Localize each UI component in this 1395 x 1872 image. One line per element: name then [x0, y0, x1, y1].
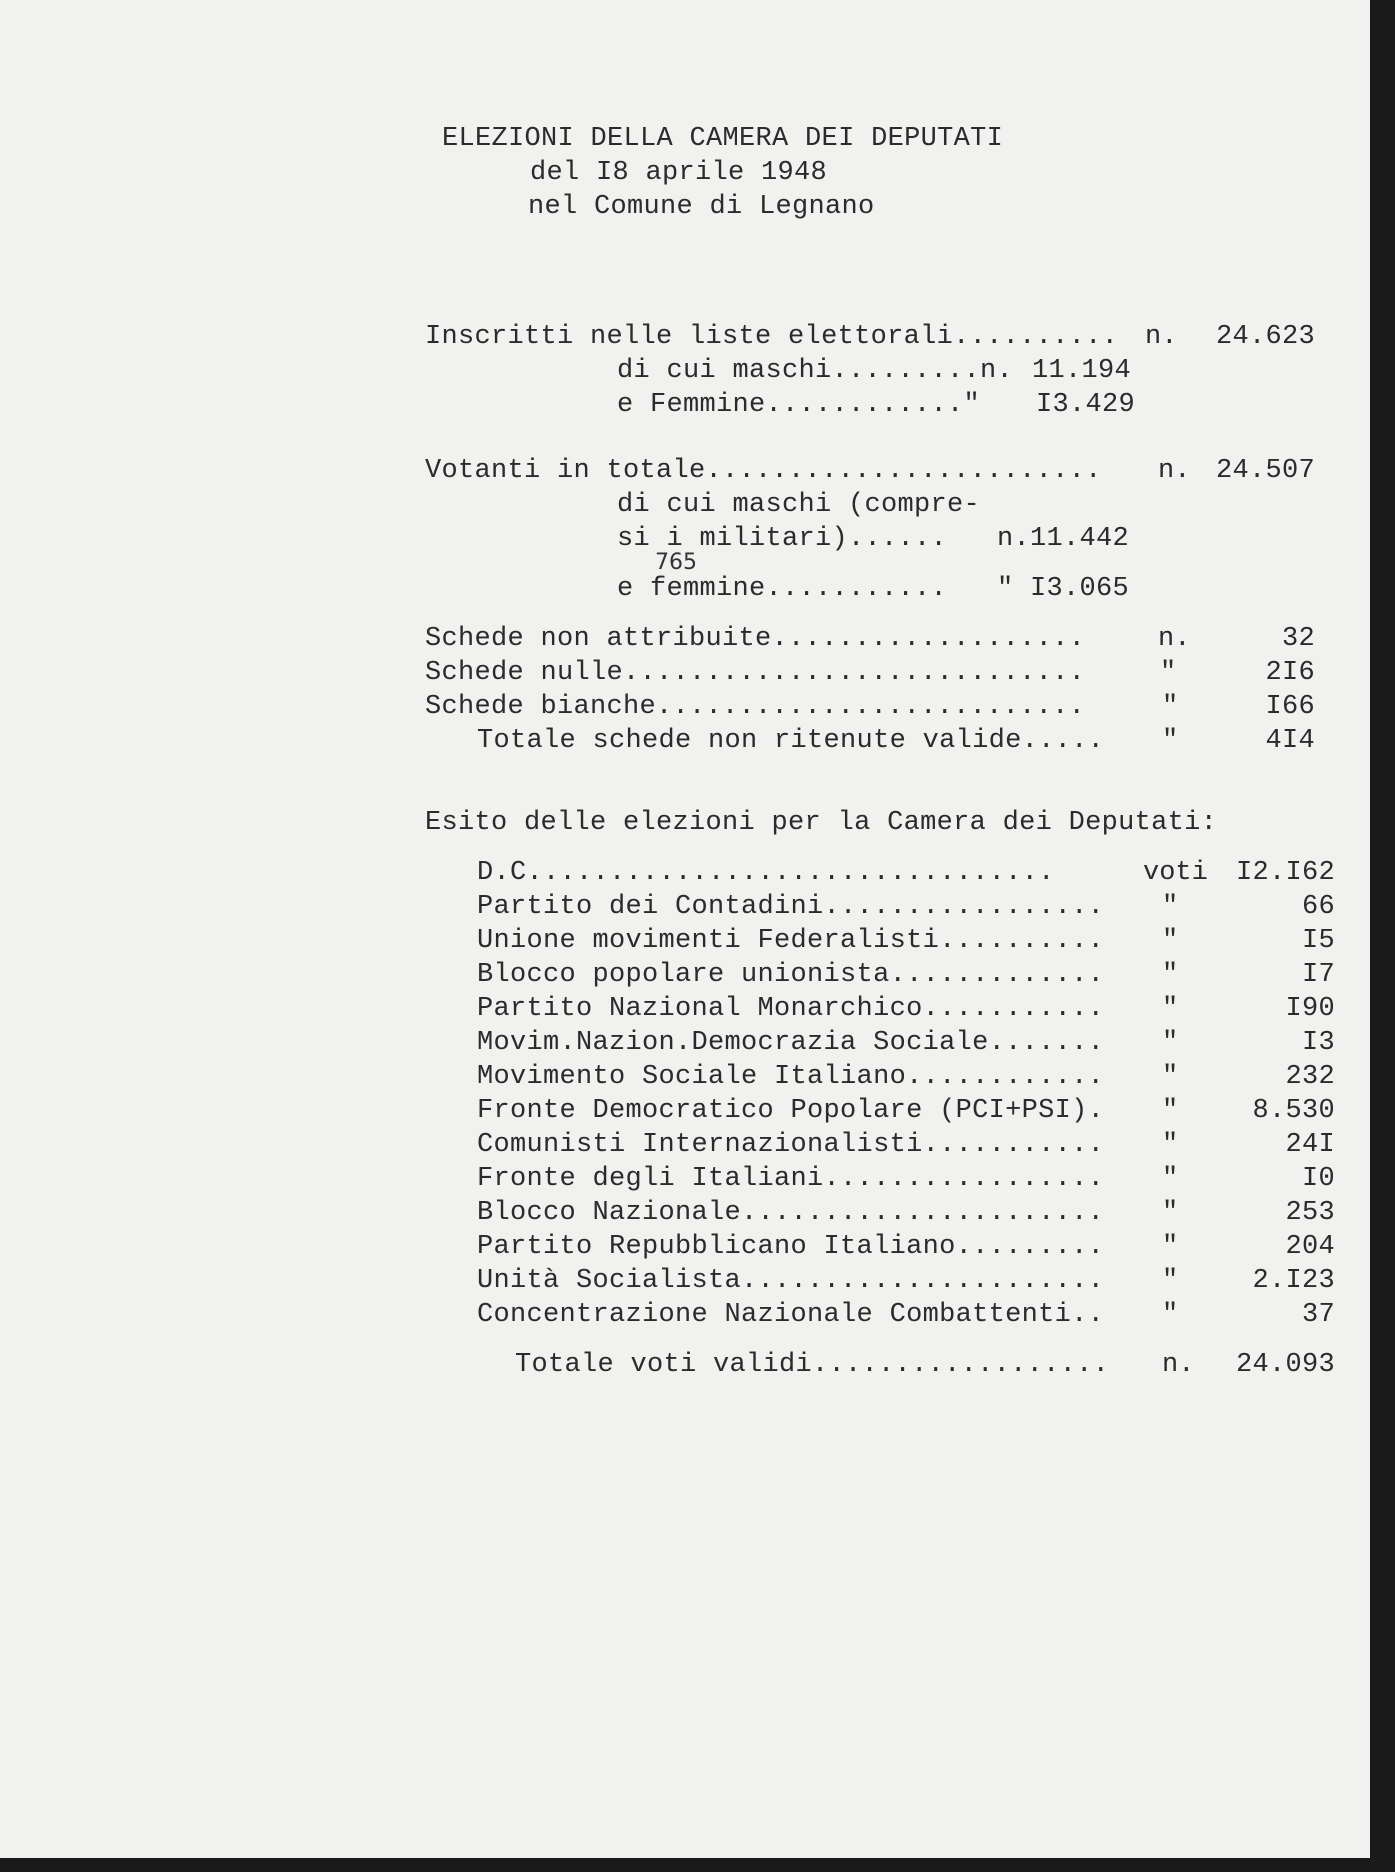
party-name: D.C................................ — [477, 858, 1055, 888]
party-mark: " — [1162, 1266, 1179, 1296]
party-votes: 24I — [1285, 1130, 1335, 1160]
party-mark: " — [1162, 926, 1179, 956]
document-title: ELEZIONI DELLA CAMERA DEI DEPUTATI — [442, 124, 1004, 154]
votanti-femmine-label: e femmine........... — [617, 574, 948, 604]
party-votes: 66 — [1301, 892, 1335, 922]
party-mark: " — [1162, 1028, 1179, 1058]
party-votes: 232 — [1285, 1062, 1335, 1092]
party-votes: 8.530 — [1252, 1096, 1335, 1126]
party-name: Movimento Sociale Italiano............ — [477, 1062, 1105, 1092]
inscritti-maschi-label: di cui maschi.........n. — [617, 356, 1014, 386]
party-name: Blocco popolare unionista............. — [477, 960, 1105, 990]
party-votes: I0 — [1301, 1164, 1335, 1194]
party-name: Fronte Democratico Popolare (PCI+PSI). — [477, 1096, 1105, 1126]
total-valid-votes-mark: n. — [1162, 1350, 1195, 1380]
party-mark: " — [1162, 1300, 1179, 1330]
inscritti-value: 24.623 — [1215, 322, 1315, 352]
party-name: Comunisti Internazionalisti........... — [477, 1130, 1105, 1160]
schede-row-value: I66 — [1265, 692, 1315, 722]
schede-row-label: Schede non attribuite................... — [425, 624, 1086, 654]
schede-row-label: Schede nulle............................ — [425, 658, 1086, 688]
party-votes: I7 — [1301, 960, 1335, 990]
party-mark: " — [1162, 1130, 1179, 1160]
party-name: Concentrazione Nazionale Combattenti.. — [477, 1300, 1105, 1330]
total-valid-votes-value: 24.093 — [1235, 1350, 1335, 1380]
votanti-label: Votanti in totale........................ — [425, 456, 1102, 486]
votanti-value: 24.507 — [1215, 456, 1315, 486]
party-votes: I5 — [1301, 926, 1335, 956]
party-name: Partito dei Contadini................. — [477, 892, 1105, 922]
esito-title: Esito delle elezioni per la Camera dei Deputati: — [425, 808, 1218, 838]
party-votes: 204 — [1285, 1232, 1335, 1262]
inscritti-prefix: n. — [1145, 322, 1178, 352]
votanti-prefix: n. — [1158, 456, 1191, 486]
inscritti-label: Inscritti nelle liste elettorali.......... — [425, 322, 1119, 352]
party-mark: " — [1162, 1232, 1179, 1262]
inscritti-femmine-value: I3.429 — [1036, 390, 1136, 420]
party-name: Partito Nazional Monarchico........... — [477, 994, 1105, 1024]
party-mark: " — [1162, 1198, 1179, 1228]
votanti-femmine-value: " I3.065 — [997, 574, 1130, 604]
party-name: Movim.Nazion.Democrazia Sociale....... — [477, 1028, 1105, 1058]
party-name: Blocco Nazionale...................... — [477, 1198, 1105, 1228]
party-votes: 2.I23 — [1252, 1266, 1335, 1296]
party-votes: I2.I62 — [1235, 858, 1335, 888]
document-municipality: nel Comune di Legnano — [528, 192, 875, 222]
party-mark: " — [1162, 994, 1179, 1024]
inscritti-maschi-value: 11.194 — [1032, 356, 1132, 386]
schede-total-mark: " — [1162, 726, 1179, 756]
schede-row-mark: " — [1160, 658, 1177, 688]
party-votes: 37 — [1301, 1300, 1335, 1330]
party-votes: 253 — [1285, 1198, 1335, 1228]
votanti-maschi-label-2: si i militari)...... — [617, 524, 948, 554]
handwritten-correction: 765 — [655, 550, 697, 575]
party-name: Fronte degli Italiani................. — [477, 1164, 1105, 1194]
party-votes: I90 — [1285, 994, 1335, 1024]
schede-row-mark: n. — [1158, 624, 1191, 654]
party-mark: " — [1162, 1164, 1179, 1194]
votanti-maschi-value: n.11.442 — [997, 524, 1130, 554]
schede-row-mark: " — [1162, 692, 1179, 722]
total-valid-votes-label: Totale voti validi.................. — [515, 1350, 1110, 1380]
party-mark: " — [1162, 1096, 1179, 1126]
party-mark: " — [1162, 960, 1179, 990]
votanti-maschi-label-1: di cui maschi (compre- — [617, 490, 981, 520]
document-date: del I8 aprile 1948 — [530, 158, 828, 188]
party-mark: " — [1162, 1062, 1179, 1092]
party-name: Unità Socialista...................... — [477, 1266, 1105, 1296]
party-mark: voti — [1143, 858, 1208, 888]
schede-row-value: 2I6 — [1265, 658, 1315, 688]
schede-row-value: 32 — [1281, 624, 1315, 654]
party-votes: I3 — [1301, 1028, 1335, 1058]
party-name: Partito Repubblicano Italiano......... — [477, 1232, 1105, 1262]
inscritti-femmine-label: e Femmine............" — [617, 390, 981, 420]
schede-row-label: Schede bianche.......................... — [425, 692, 1086, 722]
schede-total-value: 4I4 — [1265, 726, 1315, 756]
party-name: Unione movimenti Federalisti.......... — [477, 926, 1105, 956]
schede-total-label: Totale schede non ritenute valide..... — [477, 726, 1105, 756]
party-mark: " — [1162, 892, 1179, 922]
